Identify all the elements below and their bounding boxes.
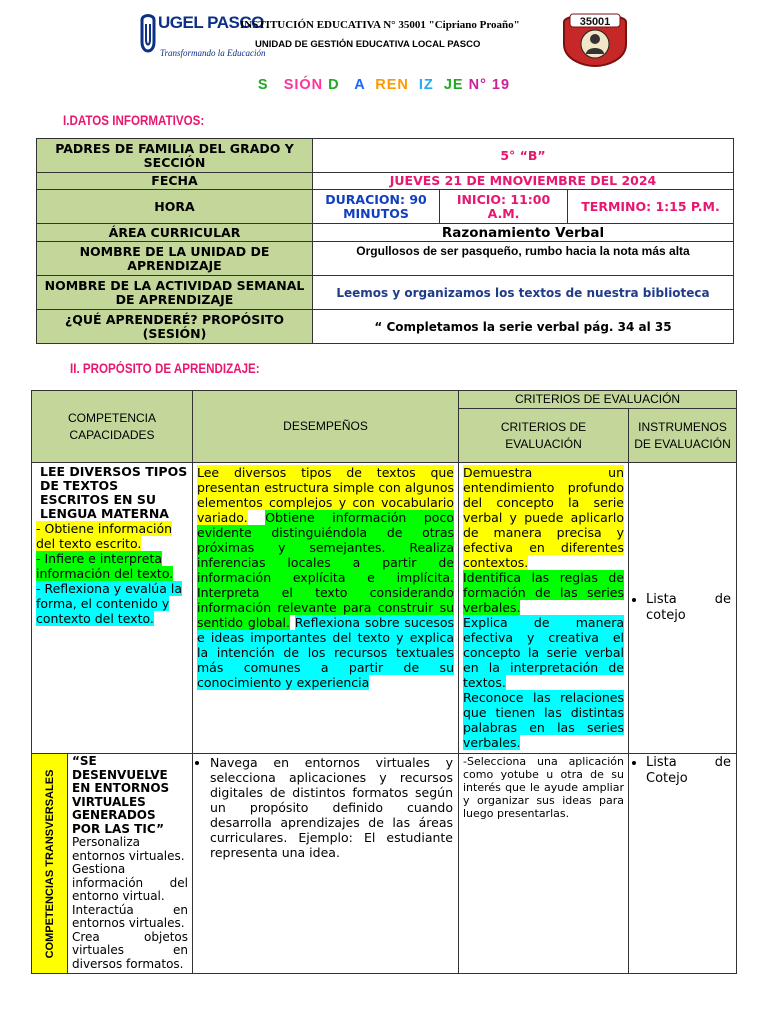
activity-label: NOMBRE DE LA ACTIVIDAD SEMANAL DE APRENDIZAJE <box>37 276 313 310</box>
transversal-side-text: COMPETENCIAS TRANSVERSALES <box>43 769 56 958</box>
criterio-1: Demuestra un entendimiento profundo del concepto la serie verbal y puede aplicarlo de manera precisa y efectiva en diferentes contextos. <box>463 465 624 570</box>
transversal-capacidad-2: Gestiona información del entorno virtual. <box>72 862 188 903</box>
area-value: Razonamiento Verbal <box>313 224 734 242</box>
parents-label: PADRES DE FAMILIA DEL GRADO Y SECCIÓN <box>37 139 313 173</box>
proposito-aprendizaje-table <box>31 390 737 974</box>
desempenos-cell <box>193 463 459 754</box>
transversal-competencia-cell <box>68 754 193 974</box>
transversal-criterio: -Selecciona una aplicación como yotube u otra de su interés que le ayude ampliar y organizar sus ideas para luego presentarlas. <box>463 755 624 820</box>
criterio-4: Reconoce las relaciones que tienen las distintas palabras en las series verbales. <box>463 690 624 750</box>
purpose-label: ¿QUÉ APRENDERÉ? PROPÓSITO (SESIÓN) <box>37 310 313 344</box>
school-crest-icon <box>556 8 634 68</box>
session-title-segment <box>269 77 284 93</box>
session-title <box>0 77 768 93</box>
end-time-value: TERMINO: 1:15 P.M. <box>568 190 734 224</box>
ugel-pasco-logo <box>138 12 266 62</box>
ugel-name: UNIDAD DE GESTIÓN EDUCATIVA LOCAL PASCO <box>255 39 481 50</box>
competencia-title: LEE DIVERSOS TIPOS DE TEXTOS ESCRITOS EN SU LENGUA MATERNA <box>40 464 188 521</box>
datos-informativos-table <box>36 138 734 344</box>
session-title-segment <box>434 77 444 93</box>
time-label: HORA <box>37 190 313 224</box>
session-title-segment <box>340 77 355 93</box>
institution-name: INSTITUCIÓN EDUCATIVA N° 35001 "Cipriano Proaño" <box>240 19 520 31</box>
section-heading-datos: I.DATOS INFORMATIVOS: <box>63 113 205 128</box>
capacidad-3: - Reflexiona y evalúa la forma, el contenido y contexto del texto. <box>36 581 182 626</box>
transversal-instrumento: • Lista de Cotejo <box>646 755 731 787</box>
parents-value: 5° “B” <box>313 139 734 173</box>
header-criterios: CRITERIOS DE EVALUACIÓN <box>459 409 629 463</box>
transversal-capacidad-1: Personaliza entornos virtuales. <box>72 835 185 863</box>
session-title-segment: REN <box>375 77 409 93</box>
competencia-cell <box>32 463 193 754</box>
transversal-desempeno: • Navega en entornos virtuales y selecciona aplicaciones y recursos digitales de distintos formatos según un propósito definido cuando desarrolla aprendizajes de las áreas curriculares. Ejemplo: El estudiante representa una idea. <box>210 755 453 860</box>
ugel-emblem-icon <box>138 12 158 58</box>
capacidad-2: - Infiere e interpreta información del texto. <box>36 551 174 581</box>
criterios-cell <box>459 463 629 754</box>
unit-label: NOMBRE DE LA UNIDAD DE APRENDIZAJE <box>37 242 313 276</box>
transversal-capacidad-4: Crea objetos virtuales en diversos formatos. <box>72 929 188 971</box>
session-title-segment <box>409 77 419 93</box>
session-title-segment <box>365 77 375 93</box>
criterio-2: Identifica las reglas de formación de las series verbales. <box>463 570 624 615</box>
school-crest <box>556 8 634 68</box>
section-heading-proposito: II. PROPÓSITO DE APRENDIZAJE: <box>70 361 260 376</box>
header-instrumentos: INSTRUMENOS DE EVALUACIÓN <box>629 409 737 463</box>
purpose-value: “ Completamos la serie verbal pág. 34 al 35 <box>313 310 734 344</box>
desempeno-3: Reflexiona sobre sucesos e ideas importantes del texto y explica la intención de los recursos textuales más comunes a partir de su conocimiento y experiencia <box>197 615 454 690</box>
session-title-segment: IZ <box>418 77 434 93</box>
header-criterios-group: CRITERIOS DE EVALUACIÓN <box>459 391 737 409</box>
transversal-competencia-title: “SE DESENVUELVE EN ENTORNOS VIRTUALES GENERADOS POR LAS TIC” <box>72 754 170 836</box>
transversal-instrumento-cell <box>629 754 737 974</box>
date-label: FECHA <box>37 173 313 190</box>
header-competencia: COMPETENCIA CAPACIDADES <box>32 391 193 463</box>
ugel-logo-tagline: Transformando la Educación <box>160 48 266 58</box>
activity-value: Leemos y organizamos los textos de nuestra biblioteca <box>313 276 734 310</box>
duration-value: DURACION: 90 MINUTOS <box>313 190 440 224</box>
ugel-logo-title: UGEL PASCO <box>158 13 264 32</box>
session-title-segment: D <box>328 77 340 93</box>
criterio-3: Explica de manera efectiva y creativa el concepto la serie verbal en la interpretación de textos. <box>463 615 624 690</box>
instrumento-item: • Lista de cotejo <box>646 592 731 624</box>
session-title-segment: A <box>354 77 366 93</box>
transversal-criterio-cell <box>459 754 629 974</box>
session-title-segment: N° 19 <box>463 77 511 93</box>
session-title-segment: SIÓN <box>283 77 324 93</box>
transversal-capacidad-3: Interactúa en entornos virtuales. <box>72 902 188 930</box>
crest-number: 35001 <box>579 16 611 28</box>
capacidad-1: - Obtiene información del texto escrito. <box>36 521 173 551</box>
unit-value: Orgullosos de ser pasqueño, rumbo hacia la nota más alta <box>313 242 734 276</box>
header-desempenos: DESEMPEÑOS <box>193 391 459 463</box>
date-value: JUEVES 21 DE MNOVIEMBRE DEL 2024 <box>313 173 734 190</box>
transversal-desempeno-cell <box>193 754 459 974</box>
session-title-segment: JE <box>443 77 464 93</box>
transversal-side-label <box>32 754 68 974</box>
desempeno-2: Obtiene información poco evidente distinguiéndola de otras próximas y semejantes. Realiza inferencias locales a partir de información explícita e implícita. Interpreta el texto considerando información relevante para construir su sentido global. <box>197 510 454 630</box>
instrumento-cell <box>629 463 737 754</box>
area-label: ÁREA CURRICULAR <box>37 224 313 242</box>
session-title-segment: S <box>257 77 269 93</box>
start-time-value: INICIO: 11:00 A.M. <box>440 190 568 224</box>
desempeno-1: Lee diversos tipos de textos que presentan estructura simple con algunos elementos complejos y con vocabulario variado. <box>197 465 454 525</box>
